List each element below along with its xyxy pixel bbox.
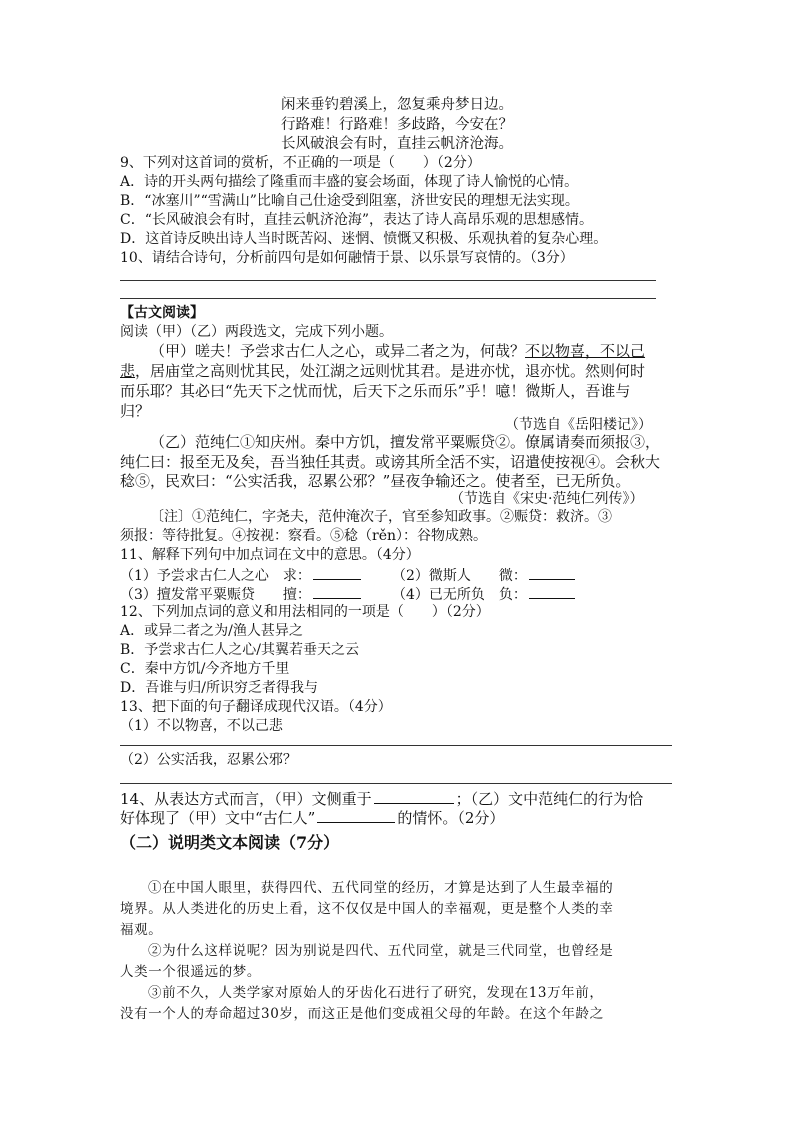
yi-line-1: （乙）范纯仁①知庆州。秦中方饥，擅发常平粟赈贷②。僚属请奏而须报③， [150, 433, 661, 451]
section-2-heading: （二）说明类文本阅读（7分） [120, 833, 340, 852]
jia-line-1 [150, 342, 645, 360]
q14-text-1a: 14、从表达方式而言，（甲）文侧重于 [120, 790, 372, 808]
q11-item-1-text: （1）予尝求古仁人之心 求： [120, 568, 311, 584]
q11-item-2 [392, 565, 577, 585]
yi-source: （节选自《宋史·范纯仁列传》） [450, 491, 644, 507]
q9-option-a: A．诗的开头两句描绘了隆重而丰盛的宴会场面，体现了诗人愉悦的心情。 [120, 174, 579, 190]
q11-blank-4[interactable] [529, 584, 575, 599]
jia-underlined-1: 不以物喜，不以己 [525, 342, 646, 360]
q13-answer-line-2 [120, 783, 672, 784]
expo-p1-line-3: 福观。 [120, 922, 163, 938]
q10-answer-line-1 [120, 280, 656, 281]
notes-line-2: 须报：等待批复。④按视：察看。⑤稔（rěn）：谷物成熟。 [120, 528, 487, 544]
q10-stem: 10、请结合诗句，分析前四句是如何融情于景、以乐景写哀情的。（3分） [120, 250, 574, 266]
q9-option-c: C．“长风破浪会有时，直挂云帆济沧海”，表达了诗人高昂乐观的思想感情。 [120, 212, 594, 228]
q14-text-1b: ；（乙）文中范纯仁的行为恰 [455, 790, 644, 808]
q13-sentence-1: （1）不以物喜，不以己悲 [120, 718, 283, 734]
q13-sentence-2: （2）公实活我，忍累公邪？ [120, 752, 297, 768]
expo-p2-line-2: 人类一个很遥远的梦。 [120, 964, 261, 980]
guwen-heading: 【古文阅读】 [120, 305, 204, 321]
q12-stem: 12、下列加点词的意义和用法相同的一项是（ ）（2分） [120, 604, 490, 620]
q11-item-4-text: （4）已无所负 负： [392, 587, 527, 603]
poem-line-2: 行路难！行路难！多歧路，今安在？ [281, 117, 513, 133]
expo-p3-line-1: ③前不久，人类学家对原始人的牙齿化石进行了研究，发现在13万年前， [148, 985, 604, 1001]
q11-blank-2[interactable] [529, 565, 575, 580]
q14-line-2 [120, 808, 504, 827]
q11-stem: 11、解释下列句中加点词在文中的意思。（4分） [120, 547, 420, 563]
q14-text-2a: 好体现了（甲）文中“古仁人” [120, 809, 316, 827]
expo-p1-line-1: ①在中国人眼里，获得四代、五代同堂的经历，才算是达到了人生最幸福的 [148, 880, 614, 896]
q11-item-4 [392, 584, 577, 604]
q11-item-1 [120, 565, 363, 585]
poem-line-3: 长风破浪会有时，直挂云帆济沧海。 [281, 136, 513, 152]
q10-answer-line-2 [120, 298, 656, 299]
notes-line-1: 〔注〕①范纯仁，字尧夫，范仲淹次子，官至参知政事。②赈贷：救济。③ [150, 509, 612, 525]
q12-option-d: D．吾谁与归/所识穷乏者得我与 [120, 680, 318, 696]
q11-blank-1[interactable] [313, 565, 361, 580]
expo-p1-line-2: 境界。从人类进化的历史上看，这不仅仅是中国人的幸福观，更是整个人类的幸 [120, 901, 614, 917]
jia-line-4: 归？ [120, 402, 151, 420]
guwen-intro: 阅读（甲）（乙）两段选文，完成下列小题。 [120, 324, 393, 340]
q14-text-2b: 的情怀。（2分） [397, 809, 505, 827]
q12-option-a: A．或异二者之为/渔人甚异之 [120, 623, 303, 639]
q9-option-d: D．这首诗反映出诗人当时既苦闷、迷惘、愤慨又积极、乐观执着的复杂心理。 [120, 231, 608, 247]
q11-item-3-text: （3）擅发常平粟赈贷 擅： [120, 587, 311, 603]
q14-blank-2[interactable] [317, 808, 395, 823]
q14-line-1 [120, 789, 643, 808]
jia-source: （节选自《岳阳楼记》） [505, 417, 652, 433]
jia-text-2b: ，居庙堂之高则忧其民，处江湖之远则忧其君。是进亦忧，退亦忧。然则何时 [135, 362, 646, 380]
poem-line-1: 闲来垂钓碧溪上，忽复乘舟梦日边。 [281, 97, 513, 113]
jia-text-1a: （甲）嗟夫！予尝求古仁人之心，或异二者之为，何哉？ [150, 342, 526, 360]
jia-underlined-2: 悲 [120, 362, 136, 380]
q11-item-3 [120, 584, 363, 604]
expo-p3-line-2: 没有一个人的寿命超过30岁，而这正是他们变成祖父母的年龄。在这个年龄之 [120, 1006, 604, 1022]
q13-stem: 13、把下面的句子翻译成现代汉语。（4分） [120, 699, 392, 715]
q9-stem: 9、下列对这首词的赏析，不正确的一项是（ ）（2分） [120, 155, 481, 171]
jia-line-2 [120, 362, 645, 380]
expo-p2-line-1: ②为什么这样说呢？因为别说是四代、五代同堂，就是三代同堂，也曾经是 [148, 943, 614, 959]
jia-line-3: 而乐耶？其必曰“先天下之忧而忧，后天下之乐而乐”乎！噫！微斯人，吾谁与 [120, 382, 631, 400]
q12-option-b: B．予尝求古仁人之心/其翼若垂天之云 [120, 642, 360, 658]
q11-item-2-text: （2）微斯人 微： [392, 568, 527, 584]
q9-option-b: B．“冰塞川”“雪满山”比喻自己仕途受到阻塞，济世安民的理想无法实现。 [120, 193, 579, 209]
yi-line-2: 纯仁曰：报至无及矣，吾当独任其责。或谤其所全活不实，诏遣使按视④。会秋大 [120, 453, 661, 471]
q12-option-c: C．秦中方饥/今齐地方千里 [120, 661, 290, 677]
yi-line-3: 稔⑤，民欢曰：“公实活我，忍累公邪？”昼夜争输还之。使者至，已无所负。 [120, 472, 631, 490]
q14-blank-1[interactable] [374, 789, 454, 804]
q13-answer-line-1 [120, 745, 672, 746]
q11-blank-3[interactable] [313, 584, 361, 599]
